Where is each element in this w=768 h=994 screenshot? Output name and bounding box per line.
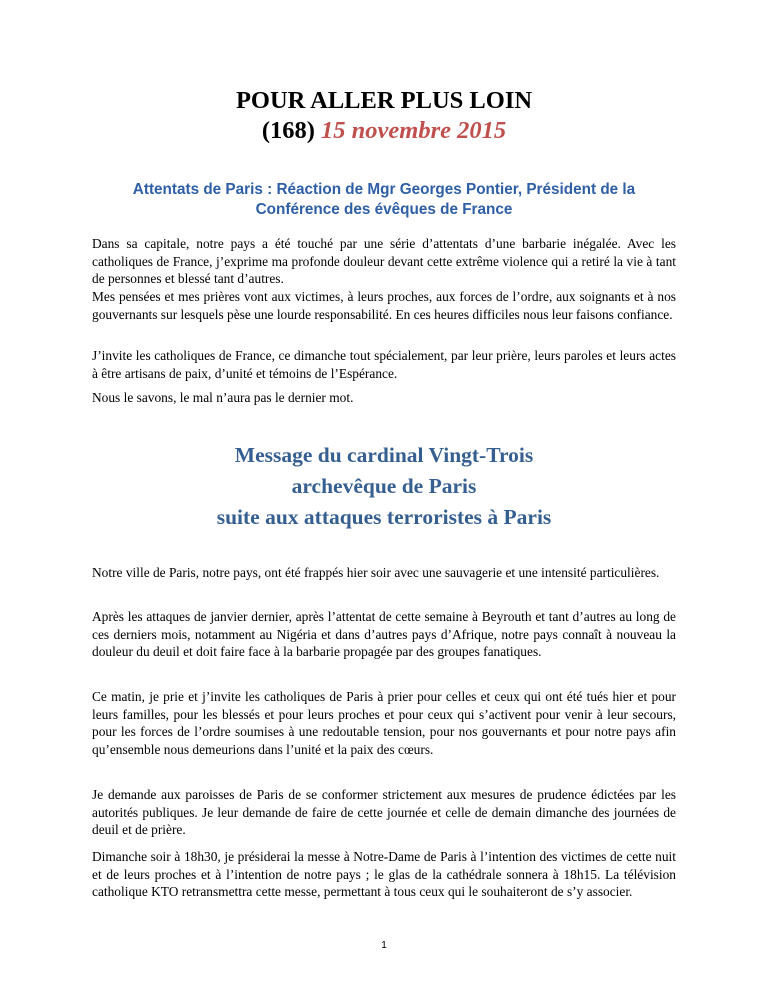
section2-paragraph: Je demande aux paroisses de Paris de se conformer strictement aux mesures de prudence édictées par les autorités publiques. Je leur demande de faire de cette journée et celle de demain dimanche des journées de deuil et de prière.: [92, 787, 676, 837]
section2-heading-line3: suite aux attaques terroristes à Paris: [216, 505, 552, 529]
section2-paragraph: Après les attaques de janvier dernier, après l’attentat de cette semaine à Beyrouth et tant d’autres au long de ces derniers mois, notamment au Nigéria et dans d’autres pays d’Afrique, notre pays connaît à nouveau la douleur du deuil et doit faire face à la barbarie propagée par des groupes fanatiques.: [92, 609, 676, 659]
issue-line: [0, 116, 768, 146]
page-title: [0, 86, 768, 146]
issue-date: 15 novembre 2015: [321, 117, 507, 144]
section1-paragraph: Nous le savons, le mal n’aura pas le dernier mot.: [92, 390, 354, 405]
page-number: 1: [381, 940, 387, 951]
section2-paragraph: Ce matin, je prie et j’invite les catholiques de Paris à prier pour celles et ceux qui ont été tués hier et pour leurs familles, pour les blessés et pour leurs proches et pour ceux qui s’activent pour venir à leur secours, pour les forces de l’ordre soumises à une redoutable tension, pour nos gouvernants et pour notre pays afin qu’ensemble nous demeurions dans l’unité et la paix des cœurs.: [92, 689, 676, 757]
section1-paragraph: Mes pensées et mes prières vont aux victimes, à leurs proches, aux forces de l’ordre, aux soignants et à nos gouvernants sur lesquels pèse une lourde responsabilité. En ces heures difficiles nous leur faisons confiance.: [92, 289, 676, 322]
section2-heading-line2: archevêque de Paris: [291, 474, 477, 498]
section2-paragraph: Notre ville de Paris, notre pays, ont été frappés hier soir avec une sauvagerie et une intensité particulières.: [92, 565, 660, 580]
section2-heading-line1: Message du cardinal Vingt-Trois: [234, 443, 534, 467]
section1-heading-line1: Attentats de Paris : Réaction de Mgr Georges Pontier, Président de la: [132, 181, 636, 198]
section1-paragraph: Dans sa capitale, notre pays a été touché par une série d’attentats d’une barbarie inégalée. Avec les catholiques de France, j’exprime ma profonde douleur devant cette extrême violence qui a retiré la vie à tant de personnes et blessé tant d’autres.: [92, 236, 676, 286]
issue-number: (168): [261, 117, 315, 144]
section2-heading: [0, 440, 768, 533]
title-text: POUR ALLER PLUS LOIN: [235, 87, 533, 114]
section1-heading: [92, 180, 676, 220]
section1-paragraph: J’invite les catholiques de France, ce dimanche tout spécialement, par leur prière, leurs paroles et leurs actes à être artisans de paix, d’unité et témoins de l’Espérance.: [92, 348, 676, 381]
section2-paragraph: Dimanche soir à 18h30, je présiderai la messe à Notre-Dame de Paris à l’intention des victimes de cette nuit et de leurs proches et à l’intention de notre pays ; le glas de la cathédrale sonnera à 18h15. La télévision catholique KTO retransmettra cette messe, permettant à tous ceux qui le souhaiteront de s’y associer.: [92, 849, 676, 899]
section1-heading-line2: Conférence des évêques de France: [255, 201, 513, 218]
